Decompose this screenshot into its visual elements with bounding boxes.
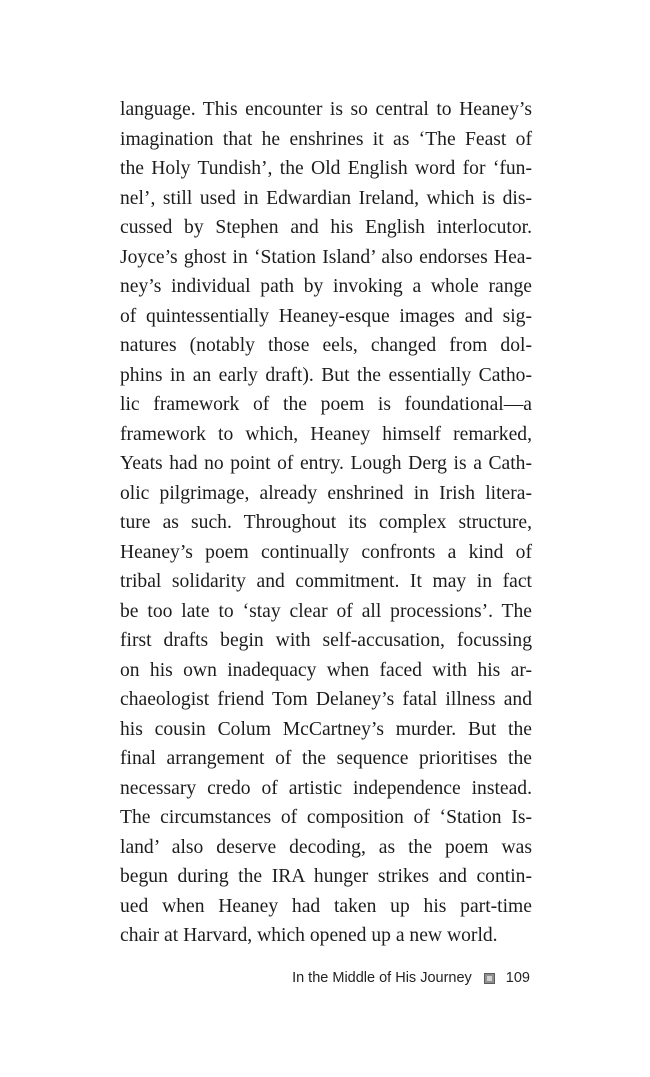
text-line: first drafts begin with self-accusation, focussing <box>120 630 532 651</box>
running-title: In the Middle of His Journey <box>292 970 472 986</box>
text-line: be too late to ‘stay clear of all processions’. The <box>120 600 532 622</box>
text-line: the Holy Tundish’, the Old English word for ‘fun- <box>120 158 532 179</box>
text-line: nel’, still used in Edwardian Ireland, which is dis- <box>120 187 532 209</box>
text-line: Joyce’s ghost in ‘Station Island’ also endorses Hea- <box>120 246 532 268</box>
text-line: The circumstances of composition of ‘Station Is- <box>120 807 532 828</box>
text-line: tribal solidarity and commitment. It may in fact <box>120 571 532 592</box>
square-ornament-icon <box>484 973 495 984</box>
text-line: final arrangement of the sequence prioritises the <box>120 748 532 769</box>
text-line: olic pilgrimage, already enshrined in Irish litera- <box>120 482 532 504</box>
text-line: begun during the IRA hunger strikes and contin- <box>120 866 532 887</box>
text-line: on his own inadequacy when faced with his ar- <box>120 659 532 681</box>
text-line: ney’s individual path by invoking a whole range <box>120 276 532 297</box>
text-line: Heaney’s poem continually confronts a kind of <box>120 541 532 563</box>
body-paragraph <box>120 95 532 951</box>
text-line: imagination that he enshrines it as ‘The Feast of <box>120 128 532 150</box>
text-line: Yeats had no point of entry. Lough Derg is a Cath- <box>120 453 532 474</box>
text-line: his cousin Colum McCartney’s murder. But the <box>120 718 532 740</box>
text-line: land’ also deserve decoding, as the poem was <box>120 836 532 858</box>
page-number: 109 <box>505 970 530 986</box>
text-line: language. This encounter is so central to Heaney’s <box>120 99 532 120</box>
text-line: phins in an early draft). But the essentially Catho- <box>120 364 532 386</box>
text-line: framework to which, Heaney himself remarked, <box>120 423 532 445</box>
text-line: ture as such. Throughout its complex structure, <box>120 512 532 533</box>
text-line: chaeologist friend Tom Delaney’s fatal illness and <box>120 689 532 710</box>
text-line: ued when Heaney had taken up his part-time <box>120 895 532 917</box>
text-line: cussed by Stephen and his English interlocutor. <box>120 217 532 238</box>
running-footer <box>292 967 530 989</box>
text-line: chair at Harvard, which opened up a new world. <box>120 925 498 946</box>
text-line: of quintessentially Heaney-esque images and sig- <box>120 305 532 327</box>
text-line: necessary credo of artistic independence instead. <box>120 777 532 799</box>
text-line: natures (notably those eels, changed from dol- <box>120 335 532 356</box>
text-line: lic framework of the poem is foundational—a <box>120 394 532 415</box>
